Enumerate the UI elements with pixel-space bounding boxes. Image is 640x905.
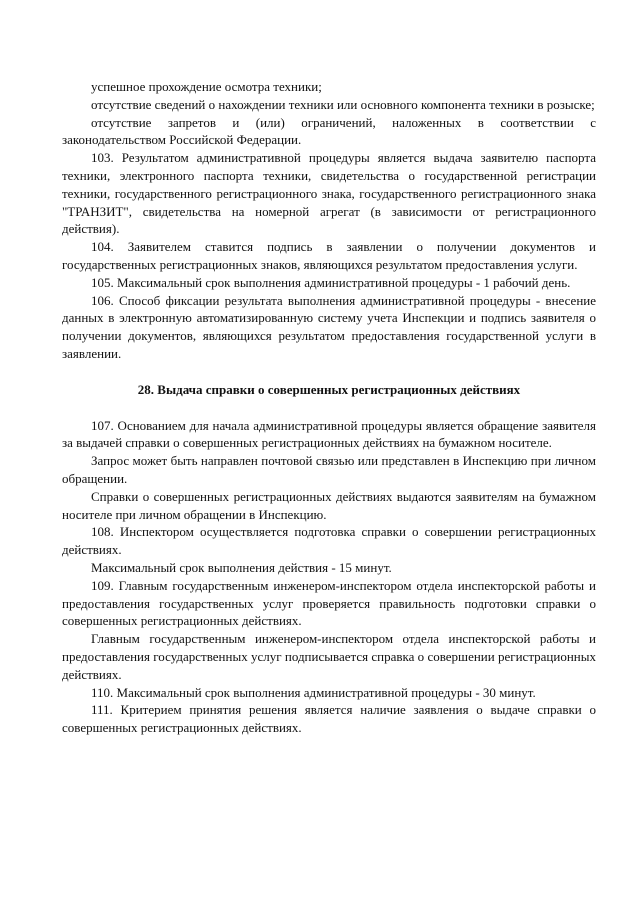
paragraph-list-item-1: успешное прохождение осмотра техники; <box>91 79 322 94</box>
document-body <box>62 78 596 737</box>
paragraph-max-time-15: Максимальный срок выполнения действия - 15 минут. <box>91 559 392 575</box>
paragraph-108: 108. Инспектором осуществляется подготовка справки о совершении регистрационных действиях. <box>62 524 596 558</box>
paragraph-104: 104. Заявителем ставится подпись в заявлении о получении документов и государственных регистрационных знаков, являющихся результатом предоставления услуги. <box>62 239 596 272</box>
paragraph-110: 110. Максимальный срок выполнения административной процедуры - 30 минут. <box>91 684 536 700</box>
paragraph-list-item-3: отсутствие запретов и (или) ограничений, наложенных в соответствии с законодательством Российской Федерации. <box>62 114 596 148</box>
paragraph-list-item-2: отсутствие сведений о нахождении техники или основного компонента техники в розыске; <box>91 96 595 112</box>
paragraph-106: 106. Способ фиксации результата выполнения административной процедуры - внесение данных в электронную автоматизированную систему учета Инспекции и подпись заявителя о получении документов, являющихся результатом предоставления государственной услуги в заявлении. <box>62 292 596 361</box>
paragraph-105: 105. Максимальный срок выполнения административной процедуры - 1 рабочий день. <box>91 274 571 290</box>
section-heading: 28. Выдача справки о совершенных регистрационных действиях <box>137 381 521 397</box>
paragraph-certificates-issued: Справки о совершенных регистрационных действиях выдаются заявителям на бумажном носителе при личном обращении в Инспекцию. <box>62 488 596 522</box>
paragraph-109: 109. Главным государственным инженером-инспектором отдела инспекторской работы и предоставления государственных услуг проверяется правильность подготовки справки о совершенных регистрационных действиях. <box>62 577 596 629</box>
paragraph-signing: Главным государственным инженером-инспектором отдела инспекторской работы и предоставления государственных услуг подписывается справка о совершении регистрационных действиях. <box>62 631 596 682</box>
paragraph-request-submission: Запрос может быть направлен почтовой связью или представлен в Инспекцию при личном обращении. <box>62 453 596 486</box>
paragraph-111: 111. Критерием принятия решения является наличие заявления о выдаче справки о совершенных регистрационных действиях. <box>62 702 596 736</box>
paragraph-107: 107. Основанием для начала административной процедуры является обращение заявителя за выдачей справки о совершенных регистрационных действиях на бумажном носителе. <box>62 417 596 451</box>
paragraph-103: 103. Результатом административной процедуры является выдача заявителю паспорта техники, электронного паспорта техники, свидетельства о государственной регистрации техники, государственного регистрационного знака, государственного регистрационного знака "ТРАНЗИТ", свидетельства на номерной агрегат (в зависимости от регистрационного действия). <box>62 150 596 237</box>
